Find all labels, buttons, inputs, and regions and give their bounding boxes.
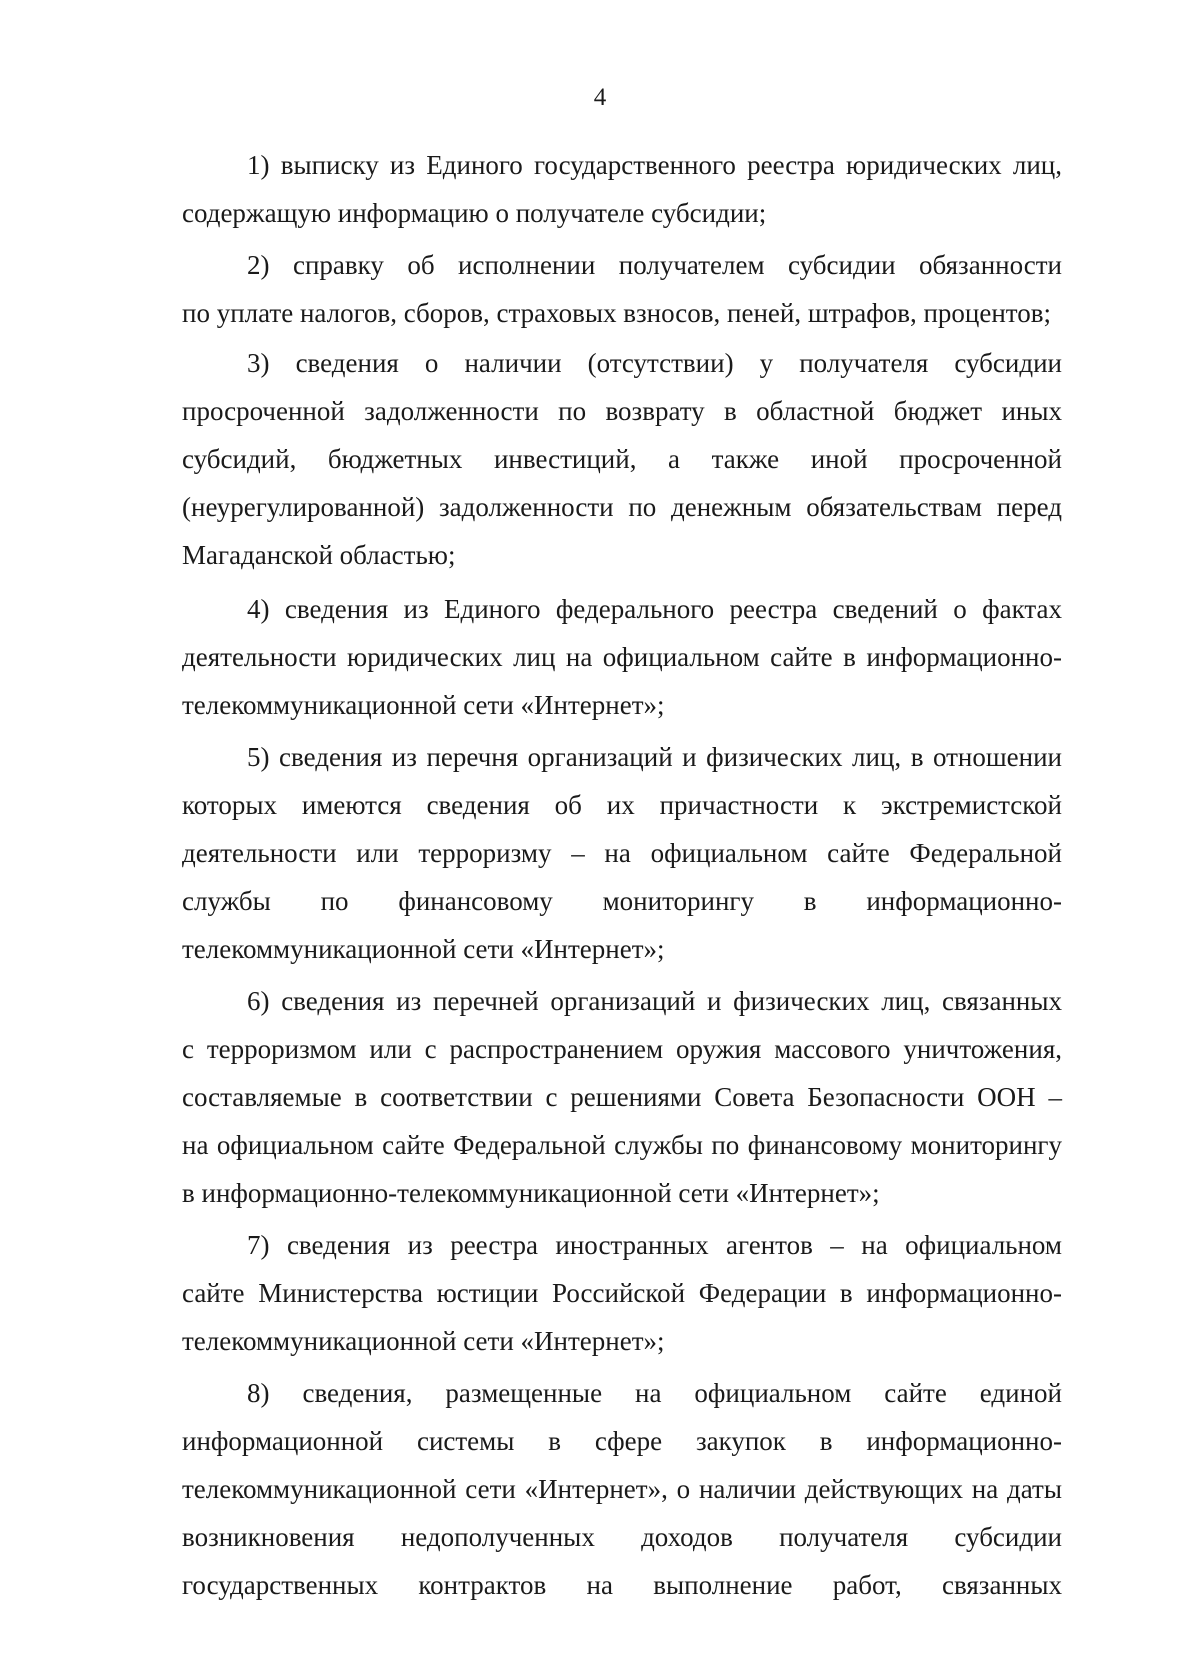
text-line: просроченной задолженности по возврату в областной бюджет иных	[182, 396, 1062, 426]
list-item-paragraph	[182, 1221, 1062, 1365]
list-item-paragraph	[182, 733, 1062, 973]
text-line: Магаданской областью;	[182, 540, 456, 570]
text-line: субсидий, бюджетных инвестиций, а также иной просроченной	[182, 444, 1062, 474]
page-number: 4	[593, 84, 607, 111]
text-line: телекоммуникационной сети «Интернет», о наличии действующих на даты	[182, 1474, 1062, 1504]
text-line: составляемые в соответствии с решениями Совета Безопасности ООН –	[182, 1082, 1062, 1112]
text-line: 3) сведения о наличии (отсутствии) у получателя субсидии	[247, 348, 1062, 378]
text-line: на официальном сайте Федеральной службы по финансовому мониторингу	[182, 1130, 1062, 1160]
text-line: деятельности или терроризму – на официальном сайте Федеральной	[182, 838, 1062, 868]
document-body	[182, 141, 1062, 1609]
text-line: 5) сведения из перечня организаций и физических лиц, в отношении	[247, 742, 1062, 772]
text-line: в информационно-телекоммуникационной сети «Интернет»;	[182, 1178, 880, 1208]
text-line: 2) справку об исполнении получателем субсидии обязанности	[247, 250, 1062, 280]
text-line: сайте Министерства юстиции Российской Федерации в информационно-	[182, 1278, 1062, 1308]
text-line: по уплате налогов, сборов, страховых взносов, пеней, штрафов, процентов;	[182, 298, 1051, 328]
text-line: 4) сведения из Единого федерального реестра сведений о фактах	[247, 594, 1062, 624]
list-item-paragraph	[182, 1369, 1062, 1609]
text-line: деятельности юридических лиц на официальном сайте в информационно-	[182, 642, 1062, 672]
text-line: государственных контрактов на выполнение работ, связанных	[182, 1570, 1062, 1600]
text-line: 8) сведения, размещенные на официальном сайте единой	[247, 1378, 1062, 1408]
list-item-paragraph	[182, 977, 1062, 1217]
text-line: содержащую информацию о получателе субсидии;	[182, 198, 767, 228]
text-line: телекоммуникационной сети «Интернет»;	[182, 1326, 665, 1356]
list-item-paragraph	[182, 339, 1062, 579]
text-line: информационной системы в сфере закупок в информационно-	[182, 1426, 1062, 1456]
text-line: которых имеются сведения об их причастности к экстремистской	[182, 790, 1062, 820]
list-item-paragraph	[182, 585, 1062, 729]
text-line: 1) выписку из Единого государственного реестра юридических лиц,	[247, 150, 1062, 180]
text-line: с терроризмом или с распространением оружия массового уничтожения,	[182, 1034, 1062, 1064]
text-line: службы по финансовому мониторингу в информационно-	[182, 886, 1062, 916]
text-line: (неурегулированной) задолженности по денежным обязательствам перед	[182, 492, 1062, 522]
list-item-paragraph	[182, 241, 1062, 337]
text-line: 6) сведения из перечней организаций и физических лиц, связанных	[247, 986, 1062, 1016]
text-line: телекоммуникационной сети «Интернет»;	[182, 690, 665, 720]
list-item-paragraph	[182, 141, 1062, 237]
text-line: телекоммуникационной сети «Интернет»;	[182, 934, 665, 964]
text-line: 7) сведения из реестра иностранных агентов – на официальном	[247, 1230, 1062, 1260]
text-line: возникновения недополученных доходов получателя субсидии	[182, 1522, 1062, 1552]
